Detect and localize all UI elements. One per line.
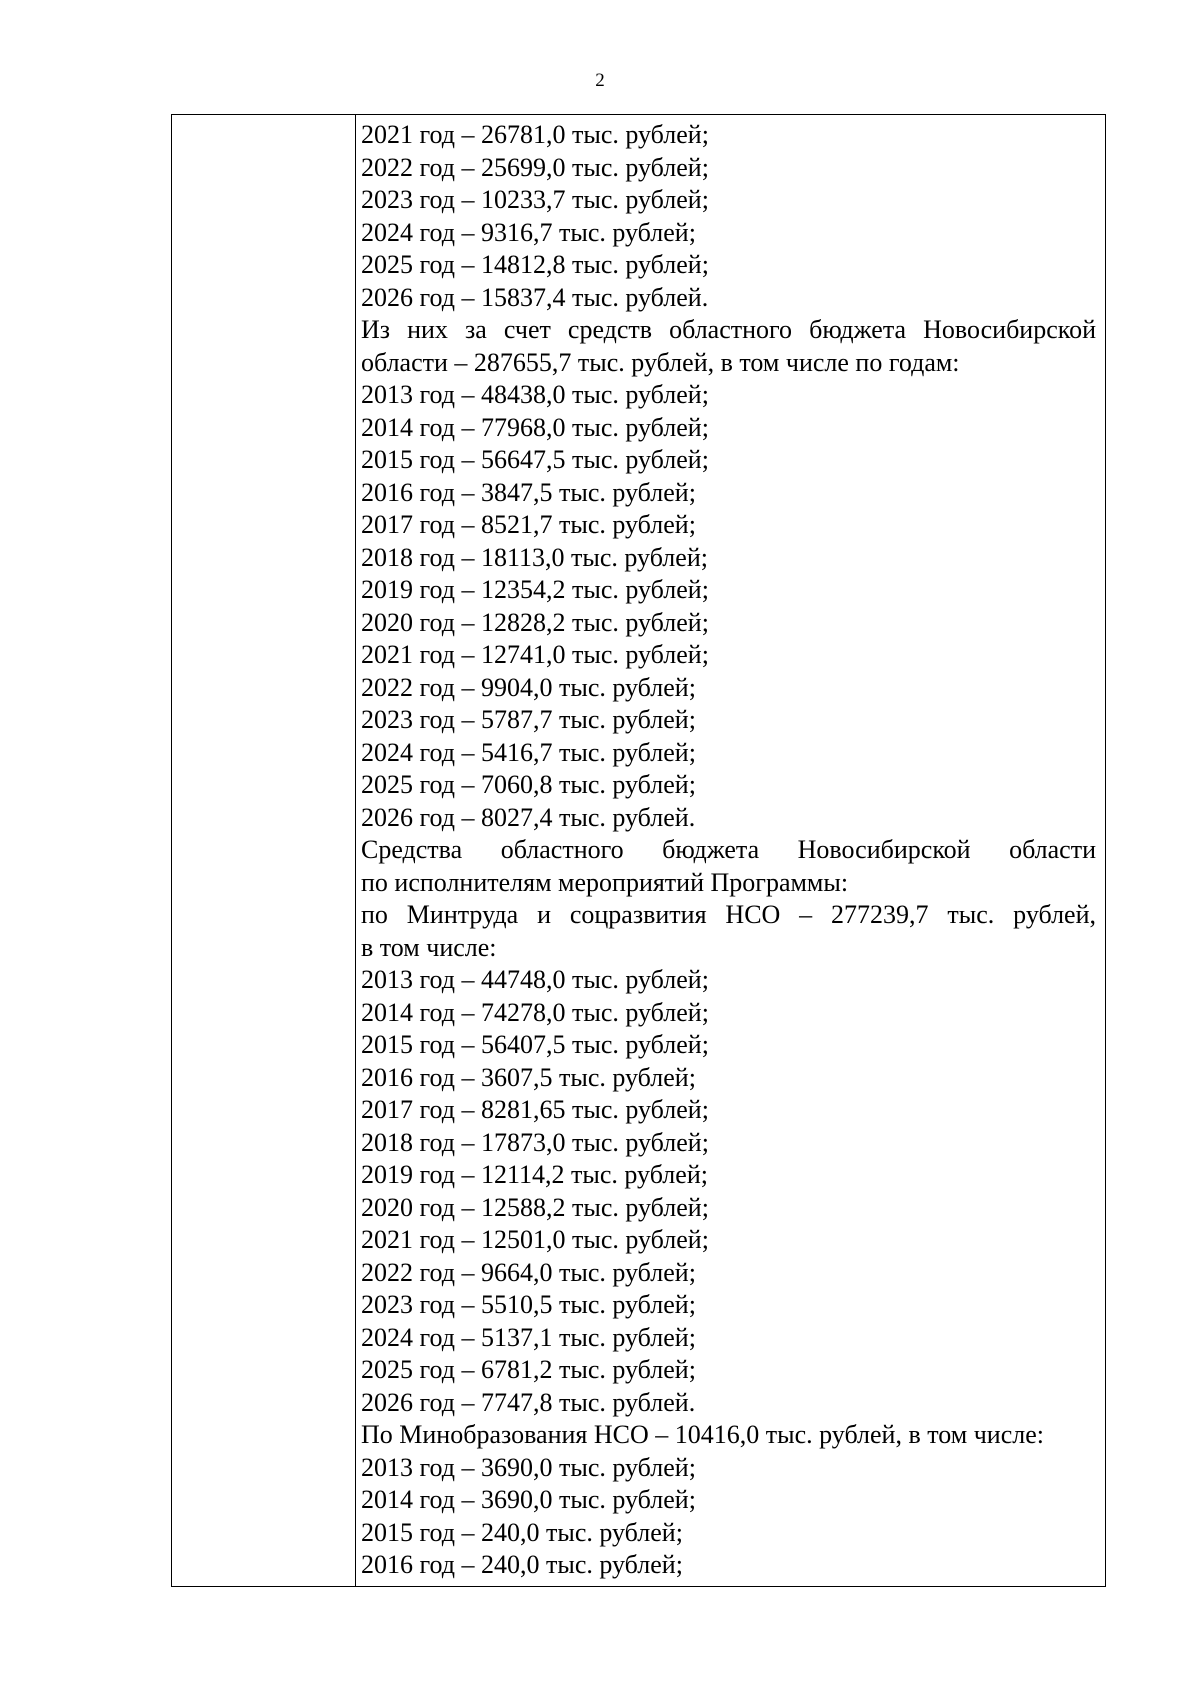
text-line: в том числе: bbox=[361, 932, 497, 962]
text-line: 2024 год – 9316,7 тыс. рублей; bbox=[361, 217, 696, 247]
text-line: по исполнителям мероприятий Программы: bbox=[361, 867, 849, 897]
text-line: 2014 год – 74278,0 тыс. рублей; bbox=[361, 997, 709, 1027]
text-line: по Минтруда и соцразвития НСО – 277239,7 тыс. рублей, bbox=[361, 900, 1096, 929]
text-line: 2020 год – 12588,2 тыс. рублей; bbox=[361, 1192, 709, 1222]
text-line: 2021 год – 12741,0 тыс. рублей; bbox=[361, 640, 709, 669]
text-line: 2026 год – 8027,4 тыс. рублей. bbox=[361, 802, 696, 832]
text-line: Средства областного бюджета Новосибирской области bbox=[361, 835, 1096, 864]
text-line: Из них за счет средств областного бюджета Новосибирской bbox=[361, 315, 1096, 344]
text-line: 2023 год – 10233,7 тыс. рублей; bbox=[361, 185, 709, 214]
text-line: 2016 год – 240,0 тыс. рублей; bbox=[361, 1550, 683, 1579]
text-line: 2022 год – 25699,0 тыс. рублей; bbox=[361, 152, 709, 182]
text-line: 2015 год – 56647,5 тыс. рублей; bbox=[361, 445, 709, 474]
text-line: 2014 год – 77968,0 тыс. рублей; bbox=[361, 412, 709, 442]
text-line: области – 287655,7 тыс. рублей, в том числе по годам: bbox=[361, 347, 960, 377]
text-line: 2021 год – 26781,0 тыс. рублей; bbox=[361, 120, 709, 149]
text-line: 2014 год – 3690,0 тыс. рублей; bbox=[361, 1485, 696, 1514]
text-line: 2023 год – 5787,7 тыс. рублей; bbox=[361, 705, 696, 734]
funding-table bbox=[171, 114, 1106, 1587]
text-line: 2019 год – 12354,2 тыс. рублей; bbox=[361, 575, 709, 604]
text-line: 2018 год – 17873,0 тыс. рублей; bbox=[361, 1127, 709, 1157]
text-line: 2016 год – 3607,5 тыс. рублей; bbox=[361, 1062, 696, 1092]
text-line: По Минобразования НСО – 10416,0 тыс. рублей, в том числе: bbox=[361, 1420, 1044, 1449]
text-line: 2024 год – 5137,1 тыс. рублей; bbox=[361, 1322, 696, 1352]
page-number: 2 bbox=[595, 70, 605, 91]
text-line: 2015 год – 56407,5 тыс. рублей; bbox=[361, 1030, 709, 1059]
text-line: 2024 год – 5416,7 тыс. рублей; bbox=[361, 737, 696, 767]
text-line: 2021 год – 12501,0 тыс. рублей; bbox=[361, 1225, 709, 1254]
text-line: 2017 год – 8281,65 тыс. рублей; bbox=[361, 1095, 709, 1124]
text-line: 2019 год – 12114,2 тыс. рублей; bbox=[361, 1160, 708, 1189]
right-cell bbox=[361, 119, 1096, 1582]
text-line: 2022 год – 9664,0 тыс. рублей; bbox=[361, 1257, 696, 1287]
text-line: 2018 год – 18113,0 тыс. рублей; bbox=[361, 542, 708, 572]
text-line: 2025 год – 6781,2 тыс. рублей; bbox=[361, 1355, 696, 1384]
text-line: 2017 год – 8521,7 тыс. рублей; bbox=[361, 510, 696, 539]
text-line: 2015 год – 240,0 тыс. рублей; bbox=[361, 1517, 683, 1547]
text-line: 2025 год – 14812,8 тыс. рублей; bbox=[361, 250, 709, 279]
text-line: 2020 год – 12828,2 тыс. рублей; bbox=[361, 607, 709, 637]
text-line: 2013 год – 3690,0 тыс. рублей; bbox=[361, 1452, 696, 1482]
text-line: 2013 год – 48438,0 тыс. рублей; bbox=[361, 380, 709, 409]
column-divider bbox=[355, 115, 356, 1586]
text-line: 2026 год – 15837,4 тыс. рублей. bbox=[361, 282, 709, 312]
text-line: 2022 год – 9904,0 тыс. рублей; bbox=[361, 672, 696, 702]
text-line: 2025 год – 7060,8 тыс. рублей; bbox=[361, 770, 696, 799]
text-line: 2026 год – 7747,8 тыс. рублей. bbox=[361, 1387, 696, 1417]
text-line: 2023 год – 5510,5 тыс. рублей; bbox=[361, 1290, 696, 1319]
text-line: 2016 год – 3847,5 тыс. рублей; bbox=[361, 477, 696, 507]
text-line: 2013 год – 44748,0 тыс. рублей; bbox=[361, 965, 709, 994]
